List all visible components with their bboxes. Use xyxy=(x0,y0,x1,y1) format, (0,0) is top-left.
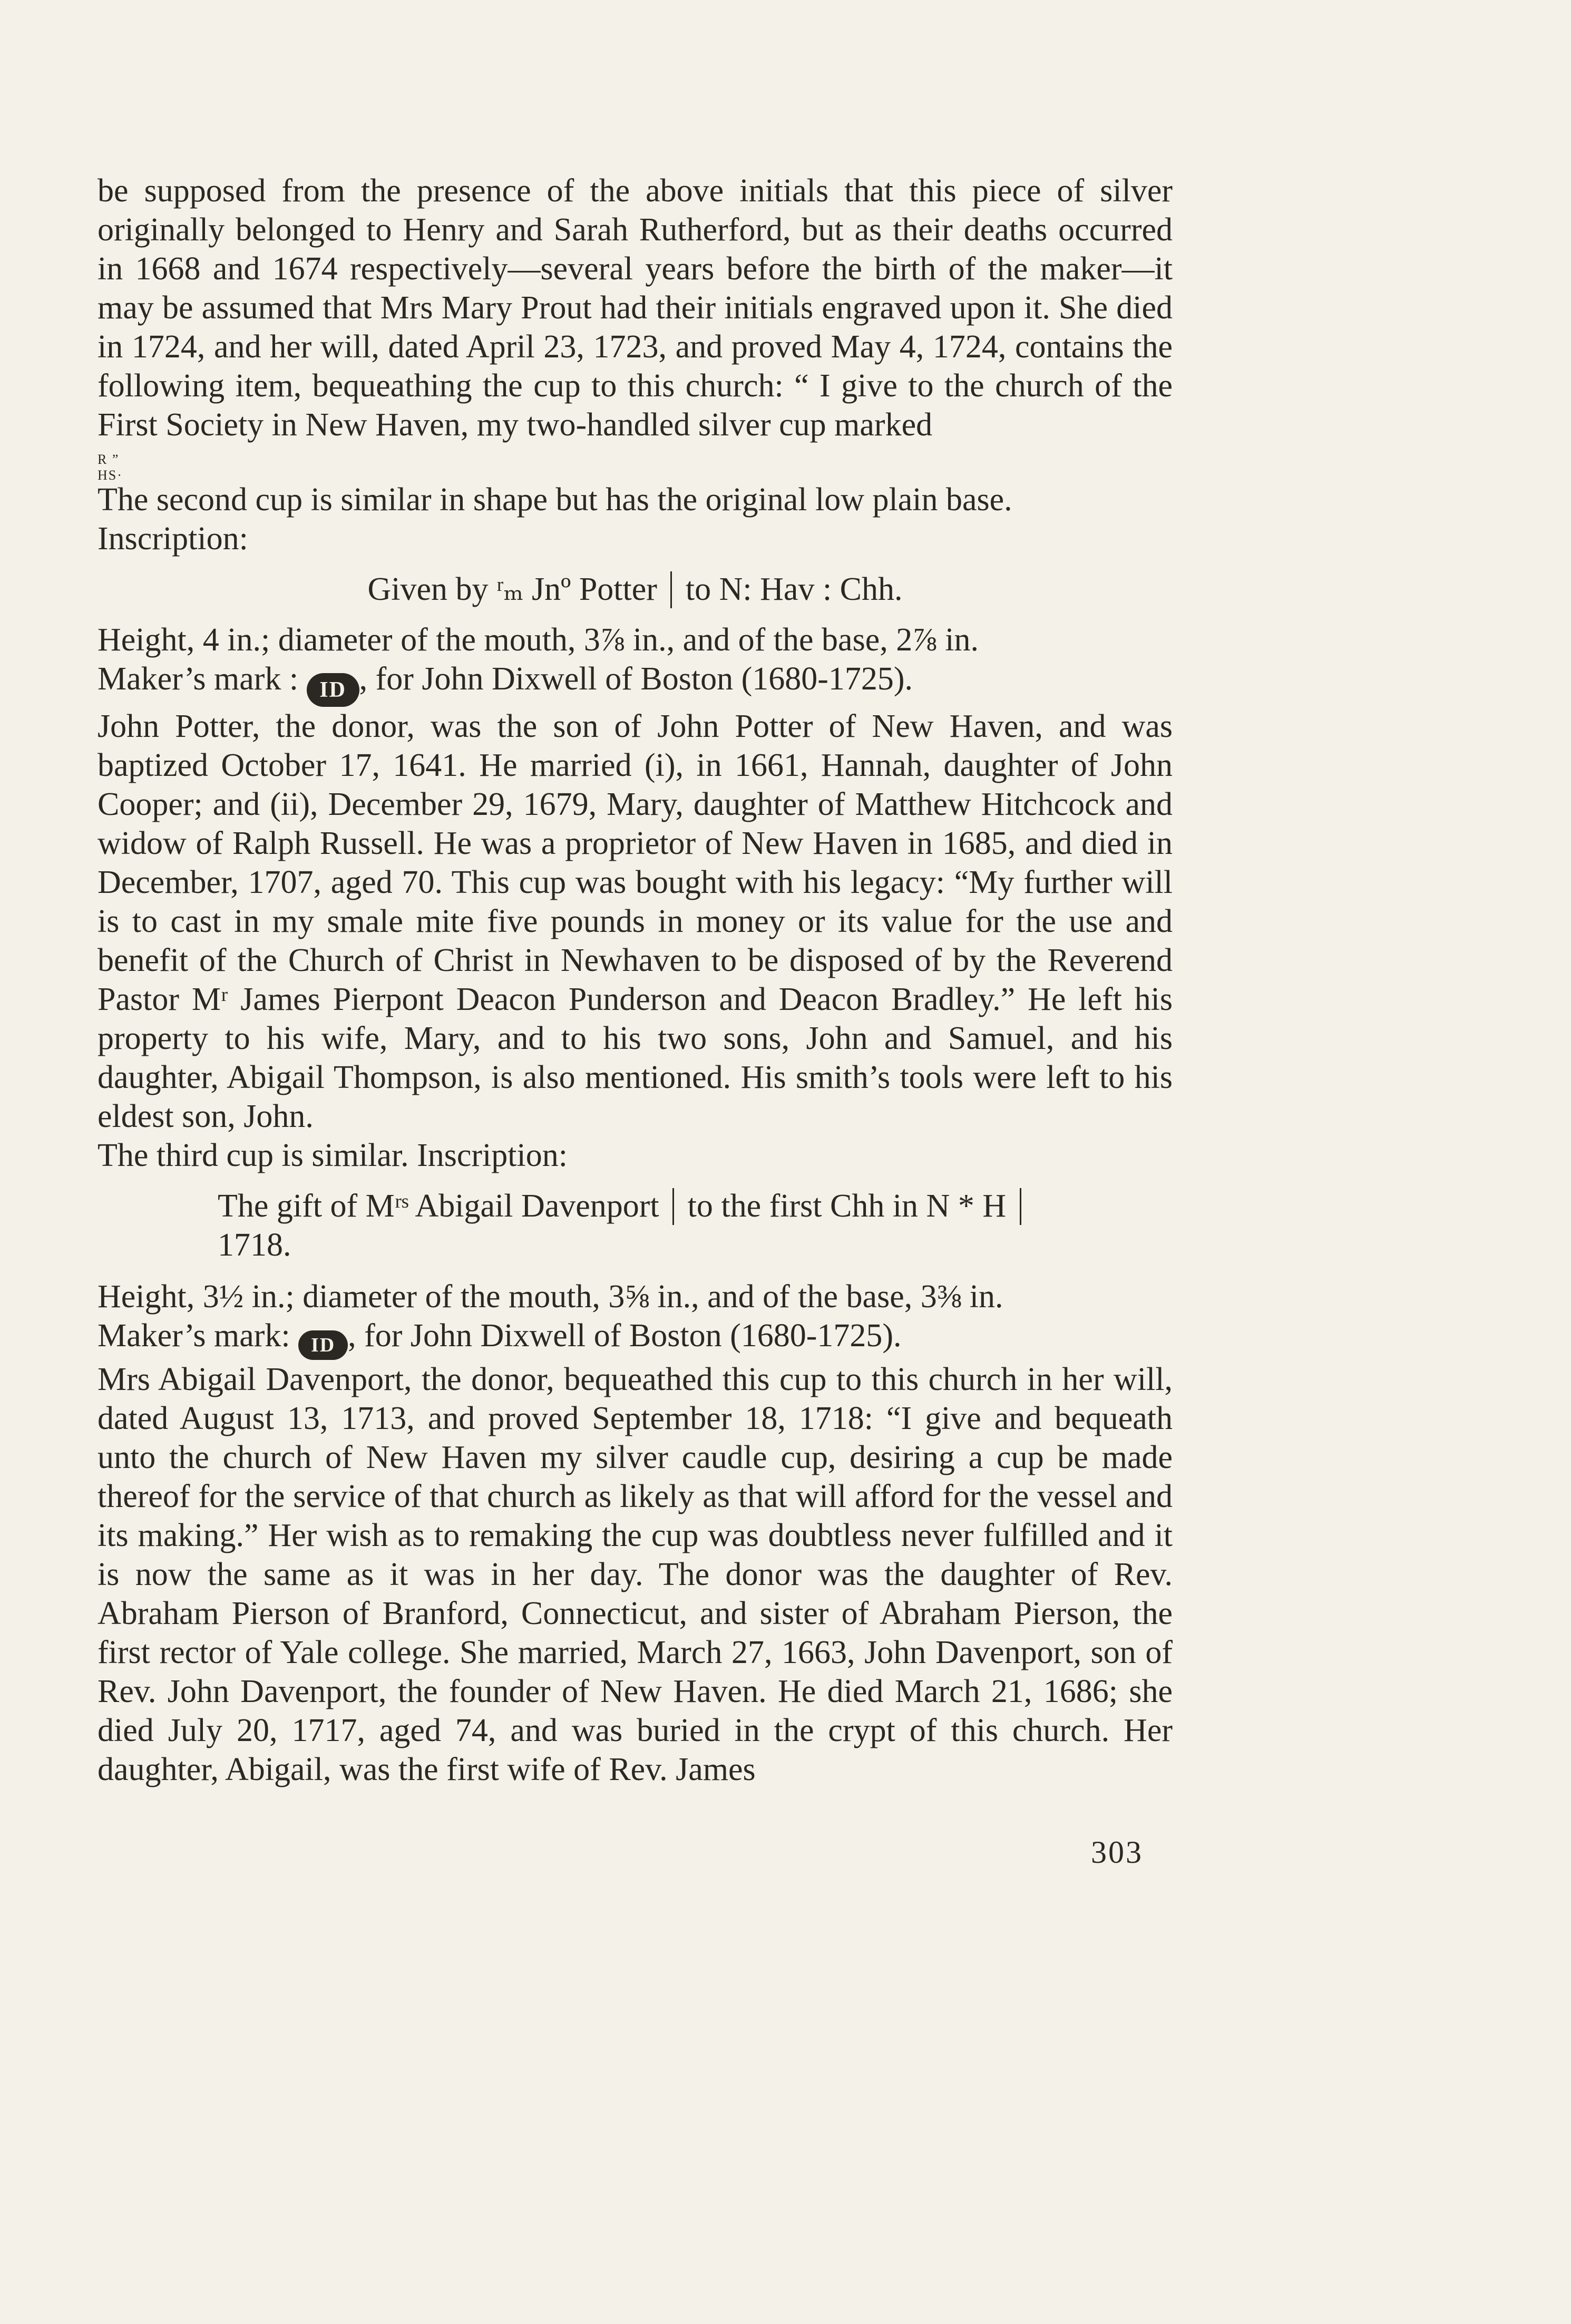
page-text xyxy=(97,171,1173,1789)
cup2-dimensions: Height, 4 in.; diameter of the mouth, 3⅞ in., and of the base, 2⅞ in. xyxy=(97,622,979,658)
paragraph-potter: John Potter, the donor, was the son of John Potter of New Haven, and was baptized October 17, 1641. He married (i), in 1661, Hannah, daughter of John Cooper; and (ii), December 29, 1679, Mary, daughter of Matthew Hitchcock and widow of Ralph Russell. He was a proprietor of New Haven in 1685, and died in December, 1707, aged 70. This cup was bought with his legacy: “My further will is to cast in my smale mite five pounds in money or its value for the use and benefit of the Church of Christ in Newhaven to be disposed of by the Reverend Pastor Mʳ James Pierpont Deacon Punderson and Deacon Bradley.” He left his property to his wife, Mary, and to his two sons, John and Samuel, and his daughter, Abigail Thompson, is also mentioned. His smith’s tools were left to his eldest son, John. xyxy=(97,708,1173,1134)
cup3-intro: The third cup is similar. Inscription: xyxy=(97,1137,568,1173)
cup3-inscription xyxy=(218,1187,1166,1265)
paragraph-davenport: Mrs Abigail Davenport, the donor, bequeathed this cup to this church in her will, dated August 13, 1713, and proved September 18, 1718: “I give and bequeath unto the church of New Haven my silver caudle cup, desiring a cup be made thereof for the service of that church as likely as that will afford for the vessel and its making.” Her wish as to remaking the cup was doubtless never fulfilled and it is now the same as it was in her day. The donor was the daughter of Rev. Abraham Pierson of Branford, Connecticut, and sister of Abraham Pierson, the first rector of Yale college. She married, March 27, 1663, John Davenport, son of Rev. John Davenport, the founder of New Haven. He died March 21, 1686; she died July 20, 1717, aged 74, and was buried in the crypt of this church. Her daughter, Abigail, was the first wife of Rev. James xyxy=(97,1362,1173,1787)
cup2-inscription xyxy=(97,570,1173,609)
cup2-inscription-part-b: to N: Hav : Chh. xyxy=(685,571,903,607)
cup2-intro: The second cup is similar in shape but has the original low plain base. xyxy=(97,482,1012,518)
cup2-maker-mark xyxy=(97,659,1173,707)
cup3-inscription-line xyxy=(218,1187,1166,1226)
inscription-separator xyxy=(1020,1188,1021,1225)
page-number: 303 xyxy=(1091,1835,1143,1870)
cup3-inscription-part-b: to the first Chh in N * H xyxy=(687,1188,1007,1224)
initials-line-1: R ” xyxy=(97,452,120,467)
cup2-inscription-part-a: Given by ʳₘ Jnº Potter xyxy=(367,571,657,607)
cup2-maker-label: Maker’s mark : xyxy=(97,661,299,697)
cup3-inscription-year: 1718. xyxy=(218,1227,291,1263)
cup2-inscription-label: Inscription: xyxy=(97,521,248,557)
maker-mark-badge: ID xyxy=(298,1330,348,1360)
cup3-maker-label: Maker’s mark: xyxy=(97,1318,290,1354)
cup2-maker-text: , for John Dixwell of Boston (1680-1725). xyxy=(359,661,913,697)
maker-mark-badge: ID xyxy=(307,673,359,707)
initials-line-2: HS· xyxy=(97,468,123,483)
cup3-maker-mark xyxy=(97,1316,1173,1360)
inscription-separator xyxy=(672,1188,674,1225)
inscription-separator xyxy=(670,571,672,608)
paragraph-prout-will: be supposed from the presence of the above initials that this piece of silver originally belonged to Henry and Sarah Rutherford, but as their deaths occurred in 1668 and 1674 respectively—several years before the birth of the maker—it may be assumed that Mrs Mary Prout had their initials engraved upon it. She died in 1724, and her will, dated April 23, 1723, and proved May 4, 1724, contains the following item, bequeathing the cup to this church: “ I give to the church of the First Society in New Haven, my two-handled silver cup marked xyxy=(97,173,1173,443)
cup3-dimensions: Height, 3½ in.; diameter of the mouth, 3⅝ in., and of the base, 3⅜ in. xyxy=(97,1279,1003,1315)
cup3-inscription-part-a: The gift of Mʳˢ Abigail Davenport xyxy=(218,1188,659,1224)
engraved-initials-mark xyxy=(97,444,1173,483)
cup3-maker-text: , for John Dixwell of Boston (1680-1725). xyxy=(348,1318,902,1354)
